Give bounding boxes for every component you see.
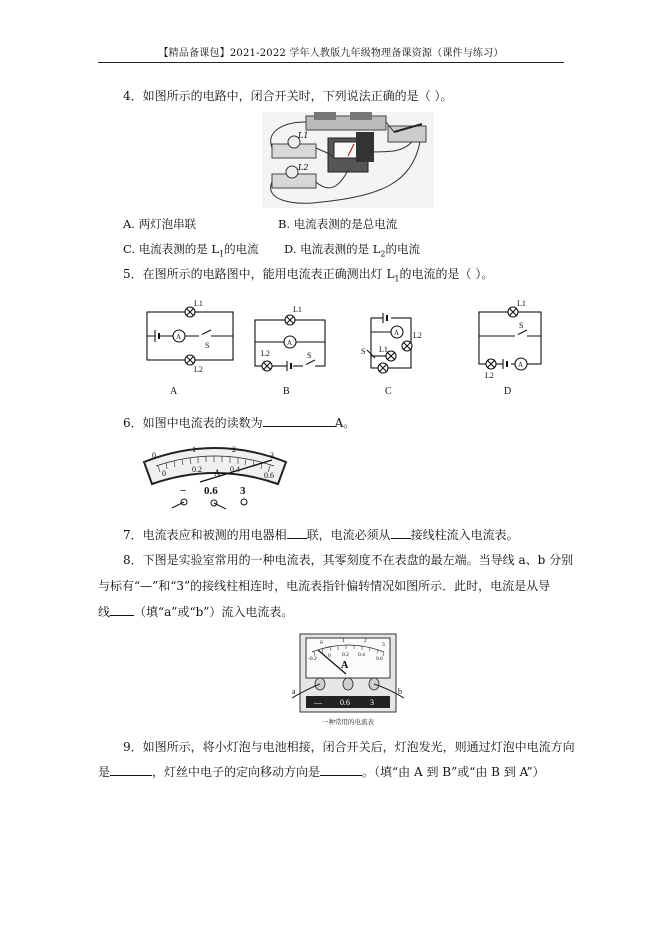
q8-unit: A: [341, 660, 349, 671]
q7-answer-blank-2[interactable]: [391, 527, 411, 539]
q5-label-c: C: [385, 386, 392, 397]
q5c-label-l1: L1: [379, 345, 388, 354]
q6-ammeter-dial: [140, 440, 290, 510]
q5c-label-s: S: [361, 347, 366, 356]
q5a-label-ammeter: A: [176, 333, 182, 341]
q5d-label-s: S: [519, 321, 524, 330]
q8-scale-bottom-1: 0: [328, 653, 331, 659]
question-6-text: 6．如图中电流表的读数为 A。: [123, 416, 356, 430]
q4-option-a: A. 两灯泡串联: [123, 217, 197, 231]
q4-circuit-photo: [262, 112, 434, 208]
q8-wire-b-label: b: [398, 687, 402, 696]
q6-terminal-minus: −: [180, 485, 187, 497]
q5b-label-l1: L1: [293, 305, 302, 314]
q8-scale-top-2: 2: [364, 638, 367, 644]
q5-circuit-diagrams: [135, 292, 555, 400]
q5a-label-l2: L2: [194, 365, 203, 374]
question-8-line-1: 8．下图是实验室常用的一种电流表，其零刻度不在表盘的最左端。当导线 a、b 分别: [123, 553, 574, 567]
q5d-label-ammeter: A: [518, 361, 524, 369]
q4-option-b: B. 电流表测的是总电流: [278, 217, 398, 231]
q6-scale-top-1: 1: [192, 445, 196, 454]
q5a-label-s: S: [205, 341, 210, 350]
q8-answer-blank[interactable]: [110, 604, 134, 616]
q8-scale-bottom-0: -0.2: [308, 656, 317, 662]
question-9-line-1: 9．如图所示，将小灯泡与电池相接，闭合开关后，灯泡发光，则通过灯泡中电流方向: [123, 740, 575, 754]
page-header: 【精品备课包】2021-2022 学年人教版九年级物理备课资源（课件与练习）: [158, 48, 504, 59]
q6-answer-blank[interactable]: [263, 415, 335, 427]
q4-option-d: D. 电流表测的是 $L_2$的电流: [284, 242, 421, 259]
q6-scale-bottom-2: 0.4: [230, 465, 240, 474]
q5a-label-l1: L1: [194, 299, 203, 308]
q6-unit: A: [214, 468, 221, 478]
question-7-text: 7．电流表应和被测的用电器相 联，电流必须从 接线柱流入电流表。: [123, 528, 519, 542]
q6-scale-top-0: 0: [152, 451, 156, 460]
q8-scale-bottom-2: 0.2: [342, 652, 349, 658]
q8-terminal-minus: —: [314, 698, 322, 707]
q5c-label-l2: L2: [413, 331, 422, 340]
q6-terminal-3: 3: [240, 485, 246, 497]
q5c-label-ammeter: A: [394, 329, 400, 337]
q5-label-b: B: [283, 386, 290, 397]
q5-label-d: D: [504, 386, 512, 397]
q6-scale-bottom-0: 0: [162, 469, 166, 478]
q9-answer-blank-2[interactable]: [320, 764, 362, 776]
q8-scale-bottom-3: 0.4: [358, 652, 365, 658]
q4-label-l2: L2: [298, 163, 309, 172]
q4-label-l1: L1: [298, 131, 309, 140]
q8-scale-top-3: 3: [382, 642, 385, 648]
question-8-line-2: 与标有“—”和“3”的接线柱相连时，电流表指针偏转情况如图所示．此时，电流是从导: [98, 579, 551, 593]
q8-scale-bottom-4: 0.6: [376, 656, 383, 662]
q5-label-a: A: [170, 386, 178, 397]
q6-scale-bottom-1: 0.2: [192, 465, 202, 474]
q4-option-c: C. 电流表测的是 $L_1$的电流: [123, 242, 259, 259]
q8-wire-a-label: a: [292, 687, 296, 696]
q6-scale-bottom-3: 0.6: [264, 471, 274, 480]
header-rule: [98, 62, 564, 63]
q6-scale-top-3: 3: [270, 451, 274, 460]
q8-scale-top-1: 1: [342, 638, 345, 644]
q7-answer-blank-1[interactable]: [287, 527, 307, 539]
q8-scale-top-0: 0: [320, 640, 323, 646]
q5d-label-l1: L1: [517, 299, 526, 308]
q8-terminal-3: 3: [370, 698, 374, 707]
question-8-line-3: 线 （填“a”或“b”）流入电流表。: [98, 605, 294, 619]
q6-scale-top-2: 2: [232, 445, 236, 454]
q5d-label-l2: L2: [485, 371, 494, 380]
q5b-label-ammeter: A: [287, 339, 293, 347]
q8-ammeter-figure: [292, 632, 404, 730]
question-4-text: 4．如图所示的电路中，闭合开关时，下列说法正确的是（ ）。: [123, 89, 453, 103]
q9-answer-blank-1[interactable]: [110, 764, 152, 776]
q8-terminal-0-6: 0.6: [340, 698, 350, 707]
question-5-text: 5．在图所示的电路图中，能用电流表正确测出灯 $L_1$的电流的是（ ）。: [123, 267, 494, 284]
q5b-label-s: S: [307, 351, 312, 360]
q6-terminal-0-6: 0.6: [204, 485, 218, 497]
q8-figure-caption: 一种常用的电流表: [322, 719, 374, 726]
question-9-line-2: 是 ，灯丝中电子的定向移动方向是 。（填“由 A 到 B”或“由 B 到 A”）: [98, 765, 545, 779]
q5b-label-l2: L2: [261, 349, 270, 358]
